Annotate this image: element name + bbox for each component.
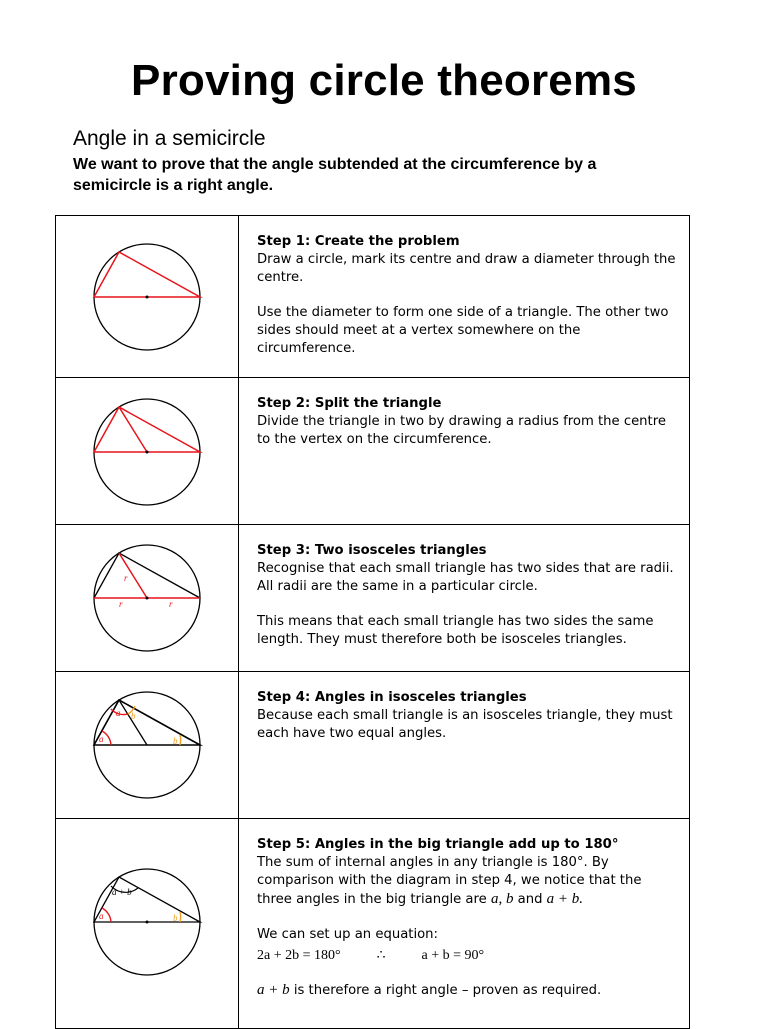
angle-a-label: a — [99, 911, 104, 921]
radius-line — [119, 407, 147, 452]
step-2-paragraph-1: Divide the triangle in two by drawing a radius from the centre to the vertex on the circumference. — [257, 414, 666, 447]
angle-a-plus-b-label: a + b — [112, 887, 132, 897]
angle-a-plus-b: a + b. — [546, 891, 584, 907]
step-2-diagram — [56, 378, 238, 525]
equation — [257, 947, 677, 965]
step-4-text — [239, 672, 690, 819]
step-2-figure-cell — [56, 378, 239, 525]
step-5-paragraph-2: We can set up an equation: — [257, 927, 438, 942]
step-3-paragraph-1: Recognise that each small triangle has two sides that are radii. All radii are the same in a particular circle. — [257, 561, 674, 594]
step-5-figure-cell — [56, 819, 239, 1029]
step-5-paragraph-1-text: The sum of internal angles in any triangle is 180°. By comparison with the diagram in step 4, we notice that the three angles in the big triangle are — [257, 855, 642, 907]
step-row-4 — [56, 672, 690, 819]
angle-b-arc — [180, 735, 181, 745]
centre-point — [146, 921, 149, 924]
step-5-heading: Step 5: Angles in the big triangle add up to 180° — [257, 837, 619, 852]
step-2-heading: Step 2: Split the triangle — [257, 396, 442, 411]
step-1-paragraph-2: Use the diameter to form one side of a triangle. The other two sides should meet at a vertex somewhere on the circumference. — [257, 305, 669, 356]
angle-b-label: b — [173, 736, 178, 746]
step-3-figure-cell — [56, 525, 239, 672]
angles-a-b: a, b — [490, 891, 514, 907]
step-3-text — [239, 525, 690, 672]
step-row-5 — [56, 819, 690, 1029]
and-word: and — [517, 892, 543, 907]
centre-point — [146, 296, 149, 299]
step-5-diagram — [56, 819, 238, 1029]
step-4-figure-cell — [56, 672, 239, 819]
step-3-diagram — [56, 525, 238, 672]
step-2-text — [239, 378, 690, 525]
step-1-text — [239, 216, 690, 378]
step-4-diagram — [56, 672, 238, 819]
radius-line — [119, 700, 147, 745]
step-1-diagram — [56, 216, 238, 378]
conclusion — [257, 981, 677, 1000]
step-row-1 — [56, 216, 690, 378]
angle-b-label: b — [173, 913, 178, 923]
therefore-symbol: ∴ — [376, 948, 386, 963]
angle-b-label: b — [131, 711, 136, 721]
intro-text: We want to prove that the angle subtended at the circumference by a semicircle is a right angle. — [73, 156, 597, 194]
radius-label: r — [169, 599, 173, 609]
angle-a-label: a — [116, 708, 121, 718]
centre-point — [146, 597, 149, 600]
steps-table — [55, 215, 690, 1029]
equation-right: a + b = 90° — [421, 948, 485, 963]
step-1-heading: Step 1: Create the problem — [257, 234, 460, 249]
conclusion-text: is therefore a right angle – proven as required. — [293, 983, 602, 998]
centre-point — [146, 451, 149, 454]
step-1-figure-cell — [56, 216, 239, 378]
step-row-3 — [56, 525, 690, 672]
step-3-heading: Step 3: Two isosceles triangles — [257, 543, 487, 558]
page-title: Proving circle theorems — [131, 56, 637, 105]
step-1-paragraph-1: Draw a circle, mark its centre and draw a diameter through the centre. — [257, 252, 676, 285]
step-row-2 — [56, 378, 690, 525]
step-3-paragraph-2: This means that each small triangle has two sides the same length. They must therefore both be isosceles triangles. — [257, 614, 654, 647]
step-4-heading: Step 4: Angles in isosceles triangles — [257, 690, 527, 705]
step-5-text — [239, 819, 690, 1029]
conclusion-math: a + b — [257, 982, 290, 998]
section-subtitle: Angle in a semicircle — [73, 127, 266, 150]
step-4-paragraph-1: Because each small triangle is an isosceles triangle, they must each have two equal angles. — [257, 708, 673, 741]
angle-a-label: a — [99, 734, 104, 744]
radius-label: r — [124, 573, 128, 583]
step-5-paragraph-1 — [257, 854, 677, 909]
radius-label: r — [119, 599, 123, 609]
equation-left: 2a + 2b = 180° — [257, 948, 341, 963]
angle-b-arc — [180, 912, 181, 922]
